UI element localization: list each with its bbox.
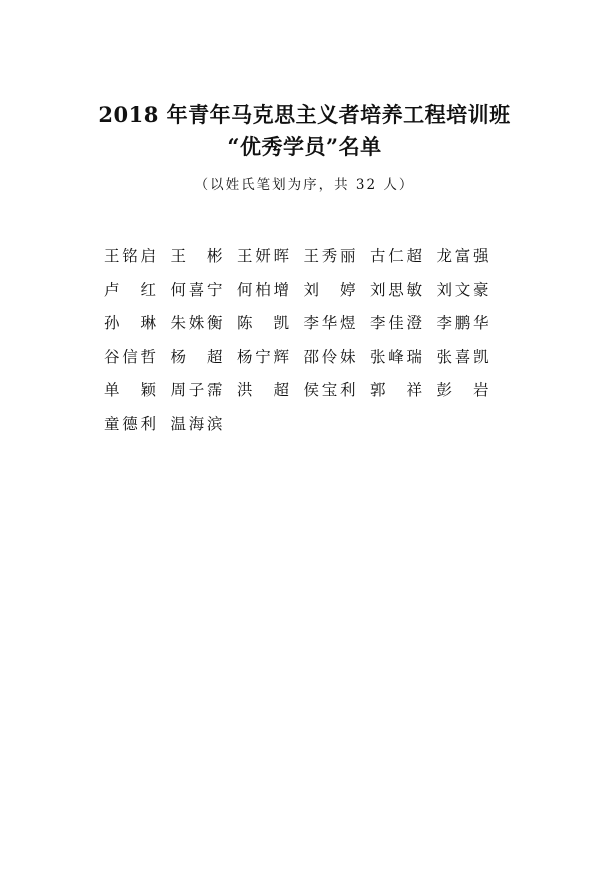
name-item: 单 颖 (104, 381, 156, 399)
name-item: 杨宁辉 (237, 347, 289, 366)
name-item: 刘思敏 (370, 280, 422, 299)
name-item: 何喜宁 (170, 280, 223, 299)
name-item: 王铭启 (104, 247, 156, 265)
document-title: 2018 年青年马克思主义者培养工程培训班 (98, 102, 511, 127)
document-title-subheading: “优秀学员”名单 (227, 134, 382, 159)
name-item: 何柏增 (237, 280, 289, 299)
name-item: 王 彬 (170, 247, 223, 265)
name-item: 侯宝利 (303, 381, 356, 399)
name-item: 周子霈 (170, 381, 223, 399)
name-item: 卢 红 (104, 280, 156, 299)
document-note: （以姓氏笔划为序，共 32 人） (194, 177, 415, 193)
name-item: 王妍晖 (237, 247, 289, 265)
name-item: 古仁超 (370, 247, 422, 265)
name-item: 龙富强 (436, 247, 489, 265)
name-item: 温海滨 (170, 414, 223, 433)
name-item: 刘 婷 (303, 280, 356, 299)
name-item: 朱姝衡 (170, 314, 223, 332)
name-item: 李华煜 (303, 314, 356, 332)
name-item: 邵伶妹 (303, 347, 356, 366)
name-item: 陈 凯 (237, 314, 289, 332)
name-list (104, 240, 504, 441)
name-item: 刘文豪 (436, 280, 489, 299)
name-item: 张喜凯 (436, 347, 489, 366)
name-item: 孙 琳 (104, 314, 156, 332)
name-item: 李鹏华 (436, 314, 489, 332)
name-item: 郭 祥 (370, 381, 422, 399)
name-item: 李佳澄 (370, 314, 422, 332)
name-item: 王秀丽 (303, 247, 356, 265)
name-item: 谷信哲 (104, 347, 156, 366)
name-item: 洪 超 (237, 381, 289, 399)
name-item: 童德利 (104, 414, 156, 433)
name-item: 杨 超 (170, 347, 223, 366)
name-item: 张峰瑞 (370, 347, 422, 366)
name-item: 彭 岩 (436, 381, 489, 399)
